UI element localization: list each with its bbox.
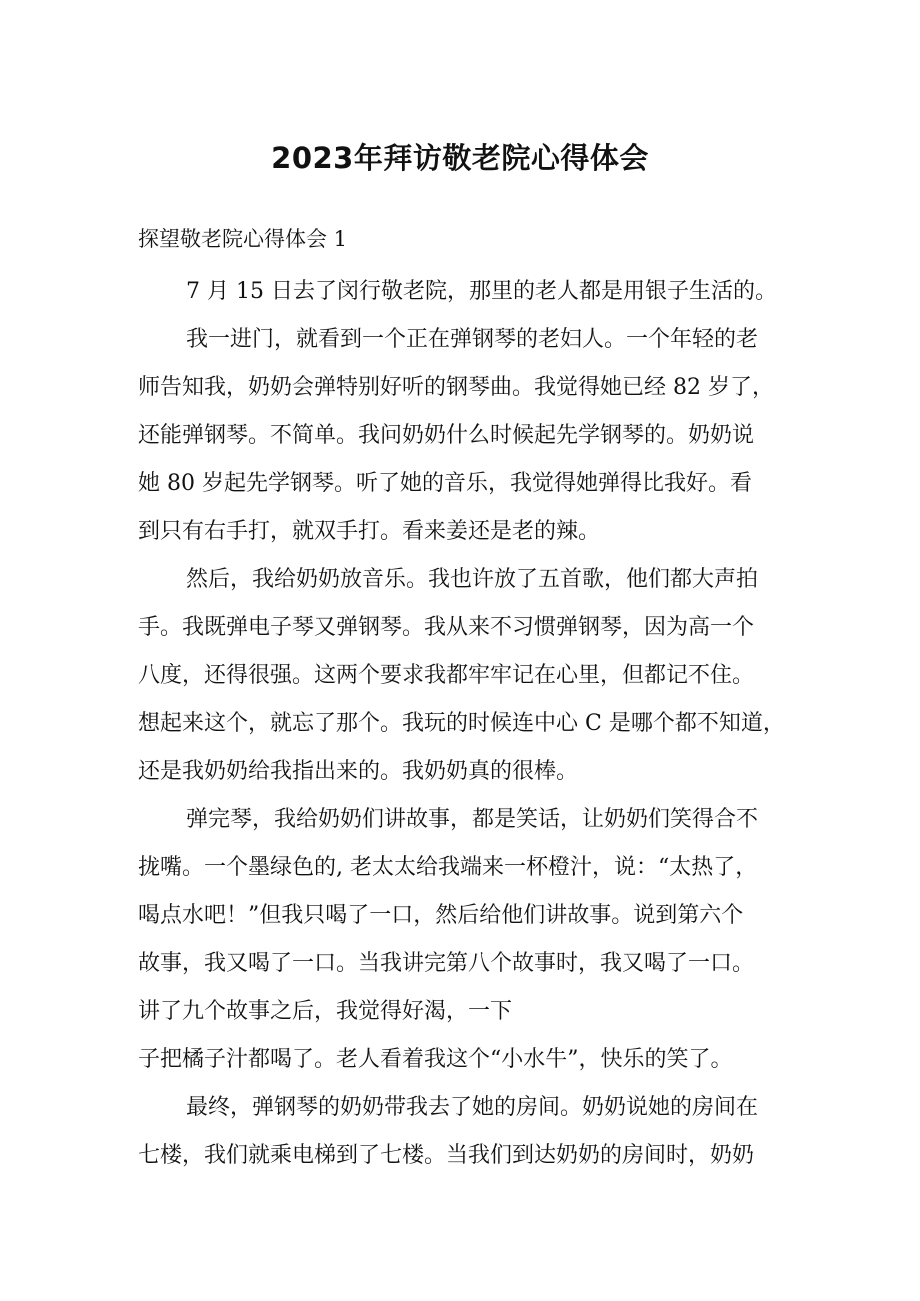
- text-line: 7 月 15 日去了闵行敬老院，那里的老人都是用银子生活的。: [186, 279, 777, 304]
- text-line: 到只有右手打，就双手打。看来姜还是老的辣。: [138, 519, 601, 544]
- text-line: 师告知我，奶奶会弹特别好听的钢琴曲。我觉得她已经 82 岁了，: [138, 375, 774, 400]
- text-line: 八度，还得很强。这两个要求我都牢牢记在心里，但都记不住。: [138, 663, 755, 688]
- text-line: 还能弹钢琴。不简单。我问奶奶什么时候起先学钢琴的。奶奶说: [138, 423, 755, 448]
- text-line: 她 80 岁起先学钢琴。听了她的音乐，我觉得她弹得比我好。看: [138, 471, 752, 496]
- text-line: 想起来这个，就忘了那个。我玩的时候连中心 C 是哪个都不知道，: [138, 711, 785, 736]
- text-line: 讲了九个故事之后，我觉得好渴，一下: [138, 999, 513, 1024]
- text-line: 子把橘子汁都喝了。老人看着我这个“小水牛”，快乐的笑了。: [138, 1047, 733, 1072]
- text-line: 拢嘴。一个墨绿色的, 老太太给我端来一杯橙汁，说：“太热了，: [138, 855, 758, 880]
- text-line: 喝点水吧！”但我只喝了一口，然后给他们讲故事。说到第六个: [138, 903, 744, 928]
- text-line: 我一进门，就看到一个正在弹钢琴的老妇人。一个年轻的老: [186, 327, 759, 352]
- text-line: 七楼，我们就乘电梯到了七楼。当我们到达奶奶的房间时，奶奶: [138, 1143, 755, 1168]
- document-title: 2023年拜访敬老院心得体会: [271, 141, 649, 175]
- text-line: 手。我既弹电子琴又弹钢琴。我从来不习惯弹钢琴，因为高一个: [138, 615, 755, 640]
- text-line: 最终，弹钢琴的奶奶带我去了她的房间。奶奶说她的房间在: [186, 1095, 759, 1120]
- text-line: 然后，我给奶奶放音乐。我也许放了五首歌，他们都大声拍: [186, 567, 759, 592]
- document-body: [138, 268, 798, 1180]
- section-heading: 探望敬老院心得体会 1: [138, 227, 348, 251]
- text-line: 弹完琴，我给奶奶们讲故事，都是笑话，让奶奶们笑得合不: [186, 807, 759, 832]
- text-line: 故事，我又喝了一口。当我讲完第八个故事时，我又喝了一口。: [138, 951, 755, 976]
- text-line: 还是我奶奶给我指出来的。我奶奶真的很棒。: [138, 759, 579, 784]
